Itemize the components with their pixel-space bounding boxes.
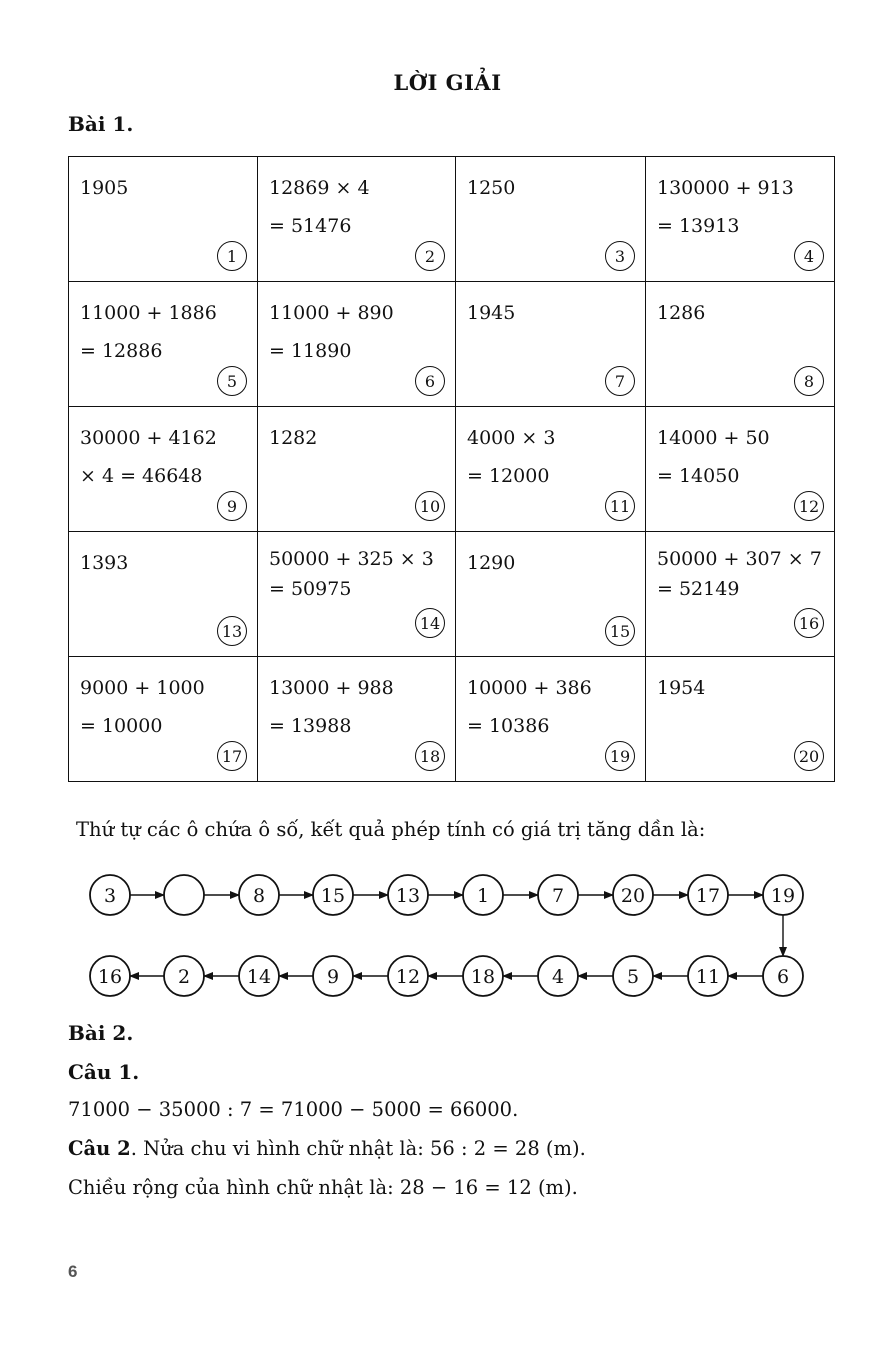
chain-node-label: 16 (97, 966, 123, 988)
cell-number-badge: 13 (217, 616, 247, 646)
answer-grid (68, 156, 835, 782)
chain-node-label: 18 (470, 966, 496, 988)
cell-number-badge: 15 (605, 616, 635, 646)
grid-cell-2 (258, 157, 456, 282)
question-2-line (68, 1137, 586, 1160)
exercise-1-heading: Bài 1. (68, 112, 134, 136)
chain-node-label: 4 (551, 966, 565, 988)
cell-content: 50000 + 307 × 7 = 52149 (657, 548, 822, 600)
grid-cell-11 (456, 407, 646, 532)
page-number: 6 (68, 1262, 78, 1281)
cell-content: 13000 + 988 = 13988 (269, 677, 394, 737)
grid-cell-19 (456, 657, 646, 782)
grid-cell-3 (456, 157, 646, 282)
order-instruction: Thứ tự các ô chứa ô số, kết quả phép tính có giá trị tăng dần là: (76, 818, 706, 841)
order-chain-diagram (0, 860, 895, 1005)
cell-number-badge: 20 (794, 741, 824, 771)
exercise-2-heading: Bài 2. (68, 1021, 134, 1045)
cell-content: 14000 + 50 = 14050 (657, 427, 770, 487)
cell-number-badge: 12 (794, 491, 824, 521)
question-1-heading: Câu 1. (68, 1060, 140, 1084)
cell-number-badge: 11 (605, 491, 635, 521)
cell-content: 30000 + 4162 × 4 = 46648 (80, 427, 217, 487)
chain-node-label: 19 (770, 885, 796, 907)
chain-node-label: 17 (695, 885, 721, 907)
grid-row (69, 282, 835, 407)
grid-cell-10 (258, 407, 456, 532)
chain-node-label: 8 (252, 885, 266, 907)
cell-content: 1954 (657, 677, 706, 699)
chain-node-label: 6 (776, 966, 790, 988)
cell-number-badge: 3 (605, 241, 635, 271)
page-title: LỜI GIẢI (393, 70, 502, 95)
grid-cell-17 (69, 657, 258, 782)
grid-cell-6 (258, 282, 456, 407)
cell-number-badge: 18 (415, 741, 445, 771)
cell-content: 130000 + 913 = 13913 (657, 177, 794, 237)
half-perimeter-text: . Nửa chu vi hình chữ nhật là: 56 : 2 = 28 (m). (130, 1137, 586, 1160)
cell-content: 10000 + 386 = 10386 (467, 677, 592, 737)
grid-cell-13 (69, 532, 258, 657)
cell-content: 50000 + 325 × 3 = 50975 (269, 548, 434, 600)
cell-content: 1393 (80, 552, 129, 574)
cell-number-badge: 7 (605, 366, 635, 396)
chain-node-label: 2 (177, 966, 191, 988)
grid-cell-8 (646, 282, 835, 407)
grid-cell-18 (258, 657, 456, 782)
chain-node-label: 13 (395, 885, 421, 907)
cell-number-badge: 14 (415, 608, 445, 638)
cell-content: 1905 (80, 177, 129, 199)
cell-number-badge: 8 (794, 366, 824, 396)
chain-node (164, 875, 204, 915)
question-2-label: Câu 2 (68, 1137, 131, 1160)
grid-cell-20 (646, 657, 835, 782)
cell-number-badge: 6 (415, 366, 445, 396)
cell-number-badge: 1 (217, 241, 247, 271)
grid-cell-14 (258, 532, 456, 657)
chain-node-label: 7 (551, 885, 565, 907)
cell-content: 12869 × 4 = 51476 (269, 177, 370, 237)
grid-row (69, 532, 835, 657)
grid-row (69, 407, 835, 532)
chain-node-label: 20 (620, 885, 646, 907)
chain-node-label: 3 (103, 885, 117, 907)
chain-node-label: 11 (695, 966, 721, 988)
cell-number-badge: 4 (794, 241, 824, 271)
grid-cell-12 (646, 407, 835, 532)
cell-number-badge: 2 (415, 241, 445, 271)
cell-content: 4000 × 3 = 12000 (467, 427, 556, 487)
cell-content: 11000 + 1886 = 12886 (80, 302, 217, 362)
chain-node-label: 12 (395, 966, 421, 988)
cell-number-badge: 5 (217, 366, 247, 396)
cell-content: 1290 (467, 552, 516, 574)
grid-cell-4 (646, 157, 835, 282)
chain-node-label: 9 (326, 966, 340, 988)
cell-number-badge: 19 (605, 741, 635, 771)
cell-number-badge: 9 (217, 491, 247, 521)
grid-row (69, 657, 835, 782)
chain-node-label: 15 (320, 885, 346, 907)
cell-content: 1250 (467, 177, 516, 199)
grid-cell-9 (69, 407, 258, 532)
chain-node-label: 14 (246, 966, 272, 988)
cell-content: 1286 (657, 302, 706, 324)
grid-cell-1 (69, 157, 258, 282)
cell-number-badge: 17 (217, 741, 247, 771)
cell-content: 1282 (269, 427, 318, 449)
grid-cell-7 (456, 282, 646, 407)
cell-number-badge: 10 (415, 491, 445, 521)
grid-cell-15 (456, 532, 646, 657)
chain-node-label: 1 (476, 885, 490, 907)
cell-content: 9000 + 1000 = 10000 (80, 677, 205, 737)
grid-row (69, 157, 835, 282)
cell-content: 1945 (467, 302, 516, 324)
grid-cell-5 (69, 282, 258, 407)
cell-content: 11000 + 890 = 11890 (269, 302, 394, 362)
chain-node-label: 5 (626, 966, 640, 988)
width-line: Chiều rộng của hình chữ nhật là: 28 − 16 = 12 (m). (68, 1176, 578, 1199)
question-1-calculation: 71000 − 35000 : 7 = 71000 − 5000 = 66000. (68, 1098, 519, 1121)
cell-number-badge: 16 (794, 608, 824, 638)
grid-cell-16 (646, 532, 835, 657)
